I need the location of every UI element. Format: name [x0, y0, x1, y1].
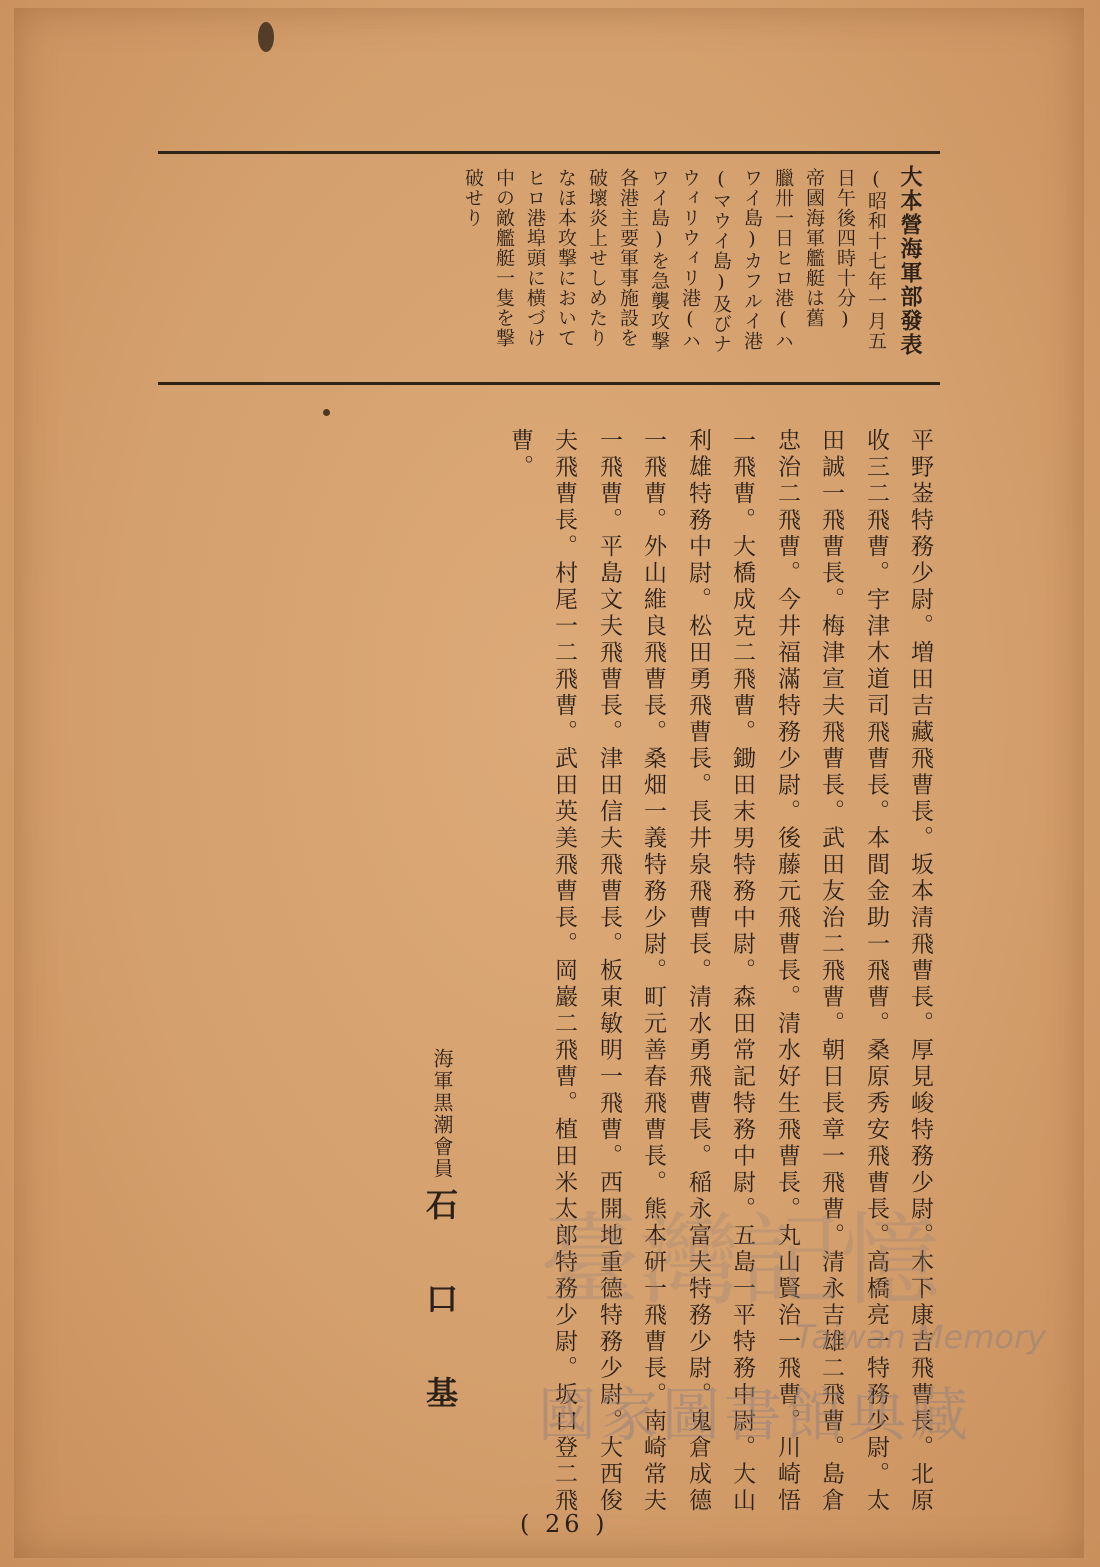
box-top-rule [158, 151, 940, 154]
announcement-line: 臘卅一日ヒロ港(ハ [772, 168, 794, 351]
signature-name-last: 基 [426, 1374, 459, 1412]
ink-smudge [258, 22, 274, 52]
announcement-line: 中の敵艦艇一隻を撃 [493, 168, 515, 348]
announcement-line: ワイ島)カフルイ港 [741, 168, 763, 351]
body-column: 一飛曹。大橋成克二飛曹。鋤田末男特務中尉。森田常記特務中尉。五島一平特務中尉。大山 [729, 428, 755, 1515]
announcement-line: 破せり [462, 168, 484, 228]
announcement-line: ヒロ港埠頭に横づけ [524, 168, 546, 348]
announcement-line: 帝國海軍艦艇は舊 [803, 168, 825, 328]
announcement-line: 各港主要軍事施設を [617, 168, 639, 348]
body-column: 田誠一飛曹長。梅津宣夫飛曹長。武田友治二飛曹。朝日長章一飛曹。清永吉雄二飛曹。島倉 [818, 428, 844, 1515]
watermark-english: Taiwan Memory [795, 1318, 1047, 1356]
announcement-line: なほ本攻撃において [555, 168, 577, 348]
announcement-line: (マウイ島)及びナ [710, 168, 732, 354]
body-column: 平野崟特務少尉。増田吉藏飛曹長。坂本清飛曹長。厚見峻特務少尉。木下康吉飛曹長。北原 [907, 428, 933, 1515]
ink-dot [323, 409, 330, 416]
body-column: 忠治二飛曹。今井福滿特務少尉。後藤元飛曹長。清水好生飛曹長。丸山賢治一飛曹。川崎悟 [774, 428, 800, 1515]
signature-name-mid: 口 [426, 1280, 459, 1318]
signature-affiliation: 海軍黒潮會員 [430, 1048, 454, 1180]
announcement-line: ウィリウィリ港(ハ [679, 168, 701, 351]
announcement-line: ワイ島)を急襲攻撃 [648, 168, 670, 351]
announcement-line: 破壞炎上せしめたり [586, 168, 608, 348]
body-column: 一飛曹。平島文夫飛曹長。津田信夫飛曹長。板東敏明一飛曹。西開地重德特務少尉。大西俊 [596, 428, 622, 1515]
body-column: 曹。 [507, 428, 533, 481]
body-column: 利雄特務中尉。松田勇飛曹長。長井泉飛曹長。清水勇飛曹長。稲永富夫特務少尉。鬼倉成德 [685, 428, 711, 1515]
watermark-chinese: 臺灣記憶 [540, 1202, 940, 1319]
announcement-title: 大本營海軍部發表 [897, 165, 923, 357]
watermark-library: 國家圖書館典藏 [538, 1381, 973, 1449]
announcement-line: (昭和十七年一月五 [865, 168, 887, 351]
signature-name-first: 石 [426, 1186, 459, 1224]
body-column: 收三二飛曹。宇津木道司飛曹長。本間金助一飛曹。桑原秀安飛曹長。高橋亮一特務少尉。太 [863, 428, 889, 1515]
announcement-line: 日午後四時十分) [834, 168, 856, 331]
box-bottom-rule [158, 382, 940, 385]
body-column: 一飛曹。外山維良飛曹長。桑畑一義特務少尉。町元善春飛曹長。熊本研一飛曹長。南崎常夫 [640, 428, 666, 1515]
body-column: 夫飛曹長。村尾一二飛曹。武田英美飛曹長。岡巖二飛曹。植田米太郎特務少尉。坂口登二飛 [551, 428, 577, 1515]
page-number: ( 26 ) [520, 1510, 609, 1538]
